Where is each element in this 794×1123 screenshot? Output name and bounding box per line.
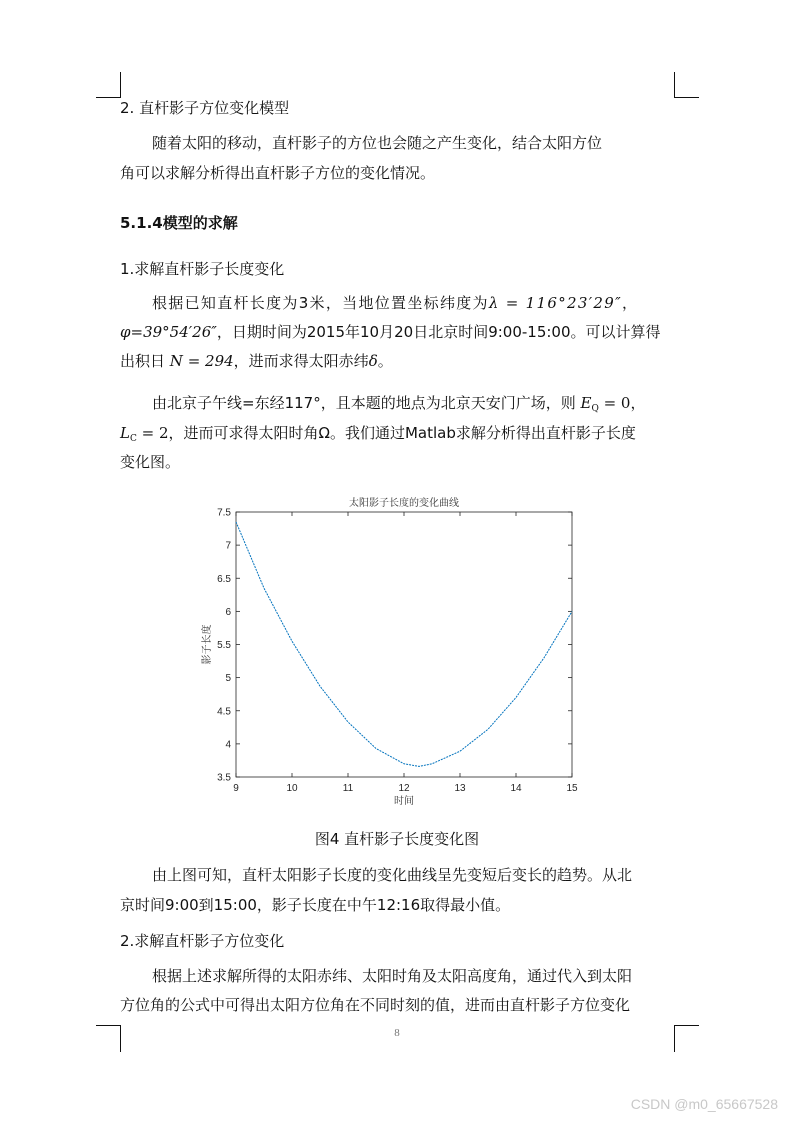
subsection-title: 2.求解直杆影子方位变化	[120, 932, 285, 950]
formula-EQ-subscript: Q	[591, 404, 599, 414]
y-tick-label: 7.5	[217, 507, 231, 519]
paragraph-line: 角可以求解分析得出直杆影子方位的变化情况。	[120, 164, 436, 182]
page-number: 8	[394, 1027, 400, 1039]
text-run: ，日期时间为2015年10月20日北京时间9:00-15:00。可以计算得	[216, 323, 661, 341]
section-item-title: 2. 直杆影子方位变化模型	[120, 99, 290, 117]
chart-title: 太阳影子长度的变化曲线	[349, 498, 459, 509]
formula-LC	[120, 424, 169, 442]
section-heading: 5.1.4模型的求解	[120, 214, 238, 232]
plot-frame	[236, 512, 572, 777]
formula-EQ	[580, 394, 630, 412]
text-run: ，	[621, 294, 639, 312]
x-axis-label: 时间	[394, 796, 414, 807]
y-tick-label: 5.5	[217, 640, 231, 651]
y-tick-label: 4.5	[217, 706, 231, 718]
csdn-watermark: CSDN @m0_65667528	[630, 1096, 778, 1112]
shadow-length-chart	[196, 492, 596, 812]
crop-mark-top-left-h	[96, 97, 121, 98]
text-run: 出积日	[120, 352, 166, 370]
formula-EQ-symbol: E	[580, 394, 592, 412]
x-tick-label: 15	[566, 783, 578, 794]
text-run: ，	[630, 394, 646, 412]
x-tick-label: 11	[342, 783, 354, 794]
crop-mark-bottom-left-h	[96, 1025, 121, 1026]
y-tick-label: 4	[225, 739, 231, 751]
formula-LC-value: = 2	[136, 424, 169, 442]
formula-EQ-value: = 0	[598, 394, 631, 412]
formula-N: N = 294	[169, 352, 234, 370]
paragraph-line: 变化图。	[120, 453, 181, 471]
figure-caption: 图4 直杆影子长度变化图	[314, 830, 480, 848]
x-tick-label: 12	[398, 783, 410, 794]
y-tick-label: 7	[225, 540, 231, 552]
crop-mark-top-right-h	[674, 97, 699, 98]
text-run: 。	[377, 352, 393, 370]
formula-delta: δ	[368, 352, 378, 370]
y-tick-label: 6	[225, 606, 231, 618]
text-run: ，进而求得太阳赤纬	[233, 352, 369, 370]
formula-LC-subscript: C	[129, 434, 137, 444]
crop-mark-top-right-v	[674, 72, 675, 98]
x-tick-label: 13	[454, 783, 466, 794]
formula-phi: φ=39°54′26″	[120, 323, 217, 341]
x-tick-label: 14	[510, 783, 522, 794]
paragraph-line	[120, 422, 636, 450]
crop-mark-bottom-right-h	[674, 1025, 699, 1026]
x-tick-label: 9	[233, 783, 239, 794]
paragraph-line: 随着太阳的移动，直杆影子的方位也会随之产生变化，结合太阳方位	[152, 134, 603, 152]
y-axis-label: 影子长度	[202, 624, 213, 665]
text-run: 由北京子午线=东经117°，且本题的地点为北京天安门广场，则	[152, 394, 576, 412]
y-tick-label: 5	[225, 673, 231, 685]
paragraph-line	[120, 321, 661, 343]
crop-mark-top-left-v	[120, 72, 121, 98]
formula-LC-symbol: L	[120, 424, 130, 442]
paragraph-line	[152, 392, 646, 420]
text-run: ，进而可求得太阳时角Ω。我们通过Matlab求解分析得出直杆影子长度	[168, 424, 636, 442]
paragraph-line: 根据上述求解所得的太阳赤纬、太阳时角及太阳高度角，通过代入到太阳	[152, 967, 633, 985]
y-tick-label: 6.5	[217, 573, 231, 585]
formula-lambda: λ = 116°23′29″	[488, 294, 622, 312]
text-run: 根据已知直杆长度为3米，当地位置坐标纬度为	[152, 294, 489, 312]
x-tick-label: 10	[286, 783, 298, 794]
paragraph-line: 京时间9:00到15:00，影子长度在中午12:16取得最小值。	[120, 896, 511, 914]
paragraph-line: 由上图可知，直杆太阳影子长度的变化曲线呈先变短后变长的趋势。从北	[152, 866, 633, 884]
paragraph-line	[120, 350, 393, 372]
paragraph-line	[152, 292, 638, 314]
subsection-title: 1.求解直杆影子长度变化	[120, 260, 285, 278]
y-tick-label: 3.5	[217, 772, 231, 784]
paragraph-line: 方位角的公式中可得出太阳方位角在不同时刻的值，进而由直杆影子方位变化	[120, 996, 631, 1014]
